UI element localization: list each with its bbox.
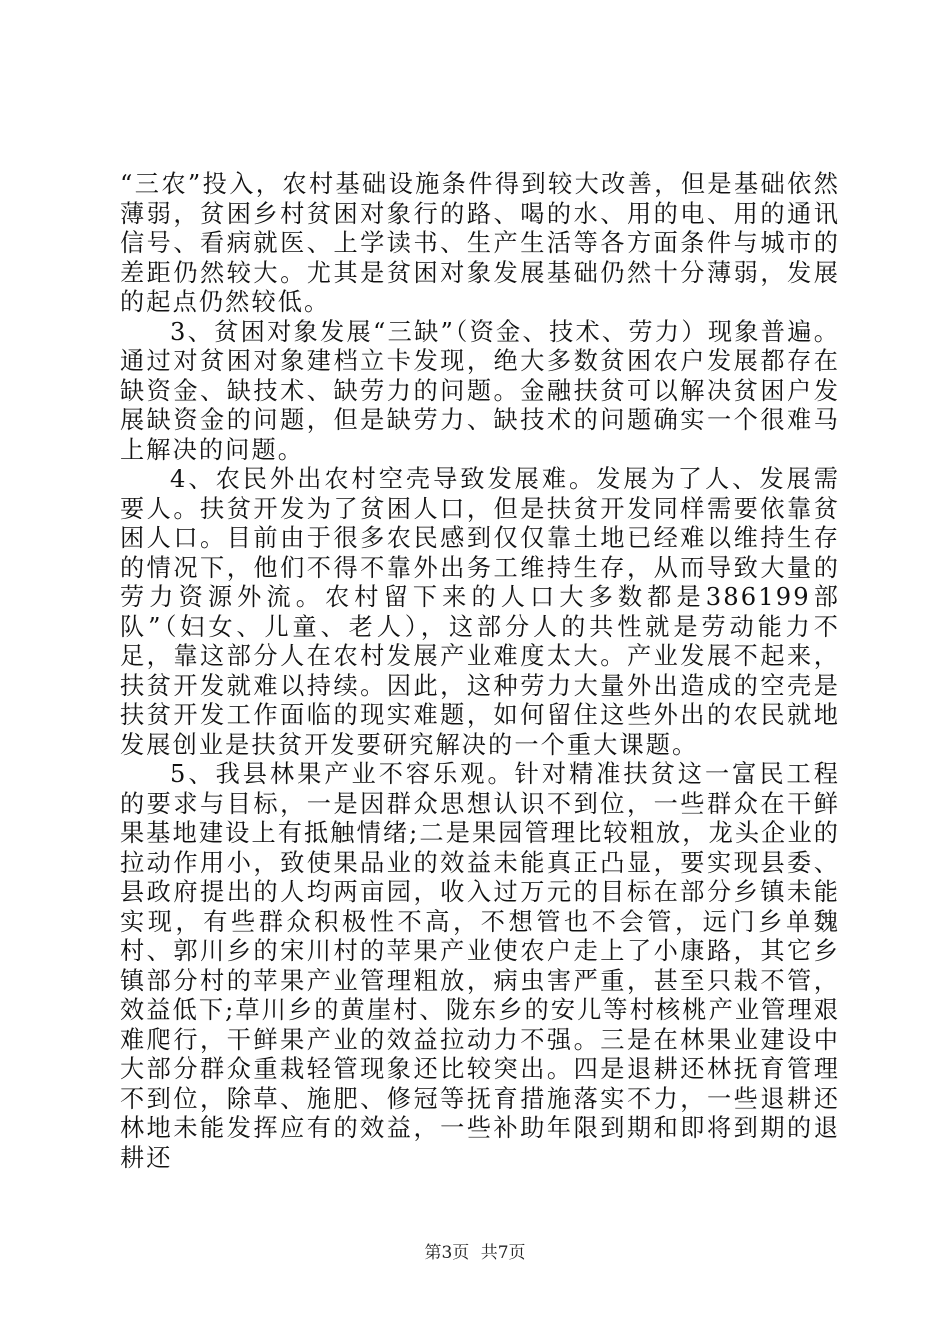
paragraph-1: “三农”投入，农村基础设施条件得到较大改善，但是基础依然薄弱，贫困乡村贫困对象行的路、喝的水、用的电、用的通讯信号、看病就医、上学读书、生产生活等各方面条件与城市的差距仍然较大。尤其是贫困对象发展基础仍然十分薄弱，发展的起点仍然较低。	[120, 170, 840, 316]
paragraph-4: 5、我县林果产业不容乐观。针对精准扶贫这一富民工程的要求与目标，一是因群众思想认识不到位，一些群众在干鲜果基地建设上有抵触情绪;二是果园管理比较粗放，龙头企业的拉动作用小，致使果品业的效益未能真正凸显，要实现县委、县政府提出的人均两亩园，收入过万元的目标在部分乡镇未能实现，有些群众积极性不高，不想管也不会管，远门乡单魏村、郭川乡的宋川村的苹果产业使农户走上了小康路，其它乡镇部分村的苹果产业管理粗放，病虫害严重，甚至只栽不管，效益低下;草川乡的黄崖村、陇东乡的安儿等村核桃产业管理艰难爬行，干鲜果产业的效益拉动力不强。三是在林果业建设中大部分群众重栽轻管现象还比较突出。四是退耕还林抚育管理不到位，除草、施肥、修冠等抚育措施落实不力，一些退耕还林地未能发挥应有的效益，一些补助年限到期和即将到期的退耕还	[120, 760, 841, 1172]
page-footer	[0, 1243, 950, 1263]
page-number: 第3页	[424, 1243, 470, 1263]
paragraph-2: 3、贫困对象发展“三缺”（资金、技术、劳力）现象普遍。通过对贫困对象建档立卡发现，绝大多数贫困农户发展都存在缺资金、缺技术、缺劳力的问题。金融扶贫可以解决贫困户发展缺资金的问题，但是缺劳力、缺技术的问题确实一个很难马上解决的问题。	[120, 317, 840, 464]
paragraph-3: 4、农民外出农村空壳导致发展难。发展为了人、发展需要人。扶贫开发为了贫困人口，但是扶贫开发同样需要依靠贫困人口。目前由于很多农民感到仅仅靠土地已经难以维持生存的情况下，他们不得不靠外出务工维持生存，从而导致大量的劳力资源外流。农村留下来的人口大多数都是386199部队”（妇女、儿童、老人），这部分人的共性就是劳动能力不足，靠这部分人在农村发展产业难度太大。产业发展不起来，扶贫开发就难以持续。因此，这种劳力大量外出造成的空壳是扶贫开发工作面临的现实难题，如何留住这些外出的农民就地发展创业是扶贫开发要研究解决的一个重大课题。	[120, 465, 840, 759]
page-total: 共7页	[480, 1243, 526, 1263]
document-body	[120, 170, 840, 1173]
